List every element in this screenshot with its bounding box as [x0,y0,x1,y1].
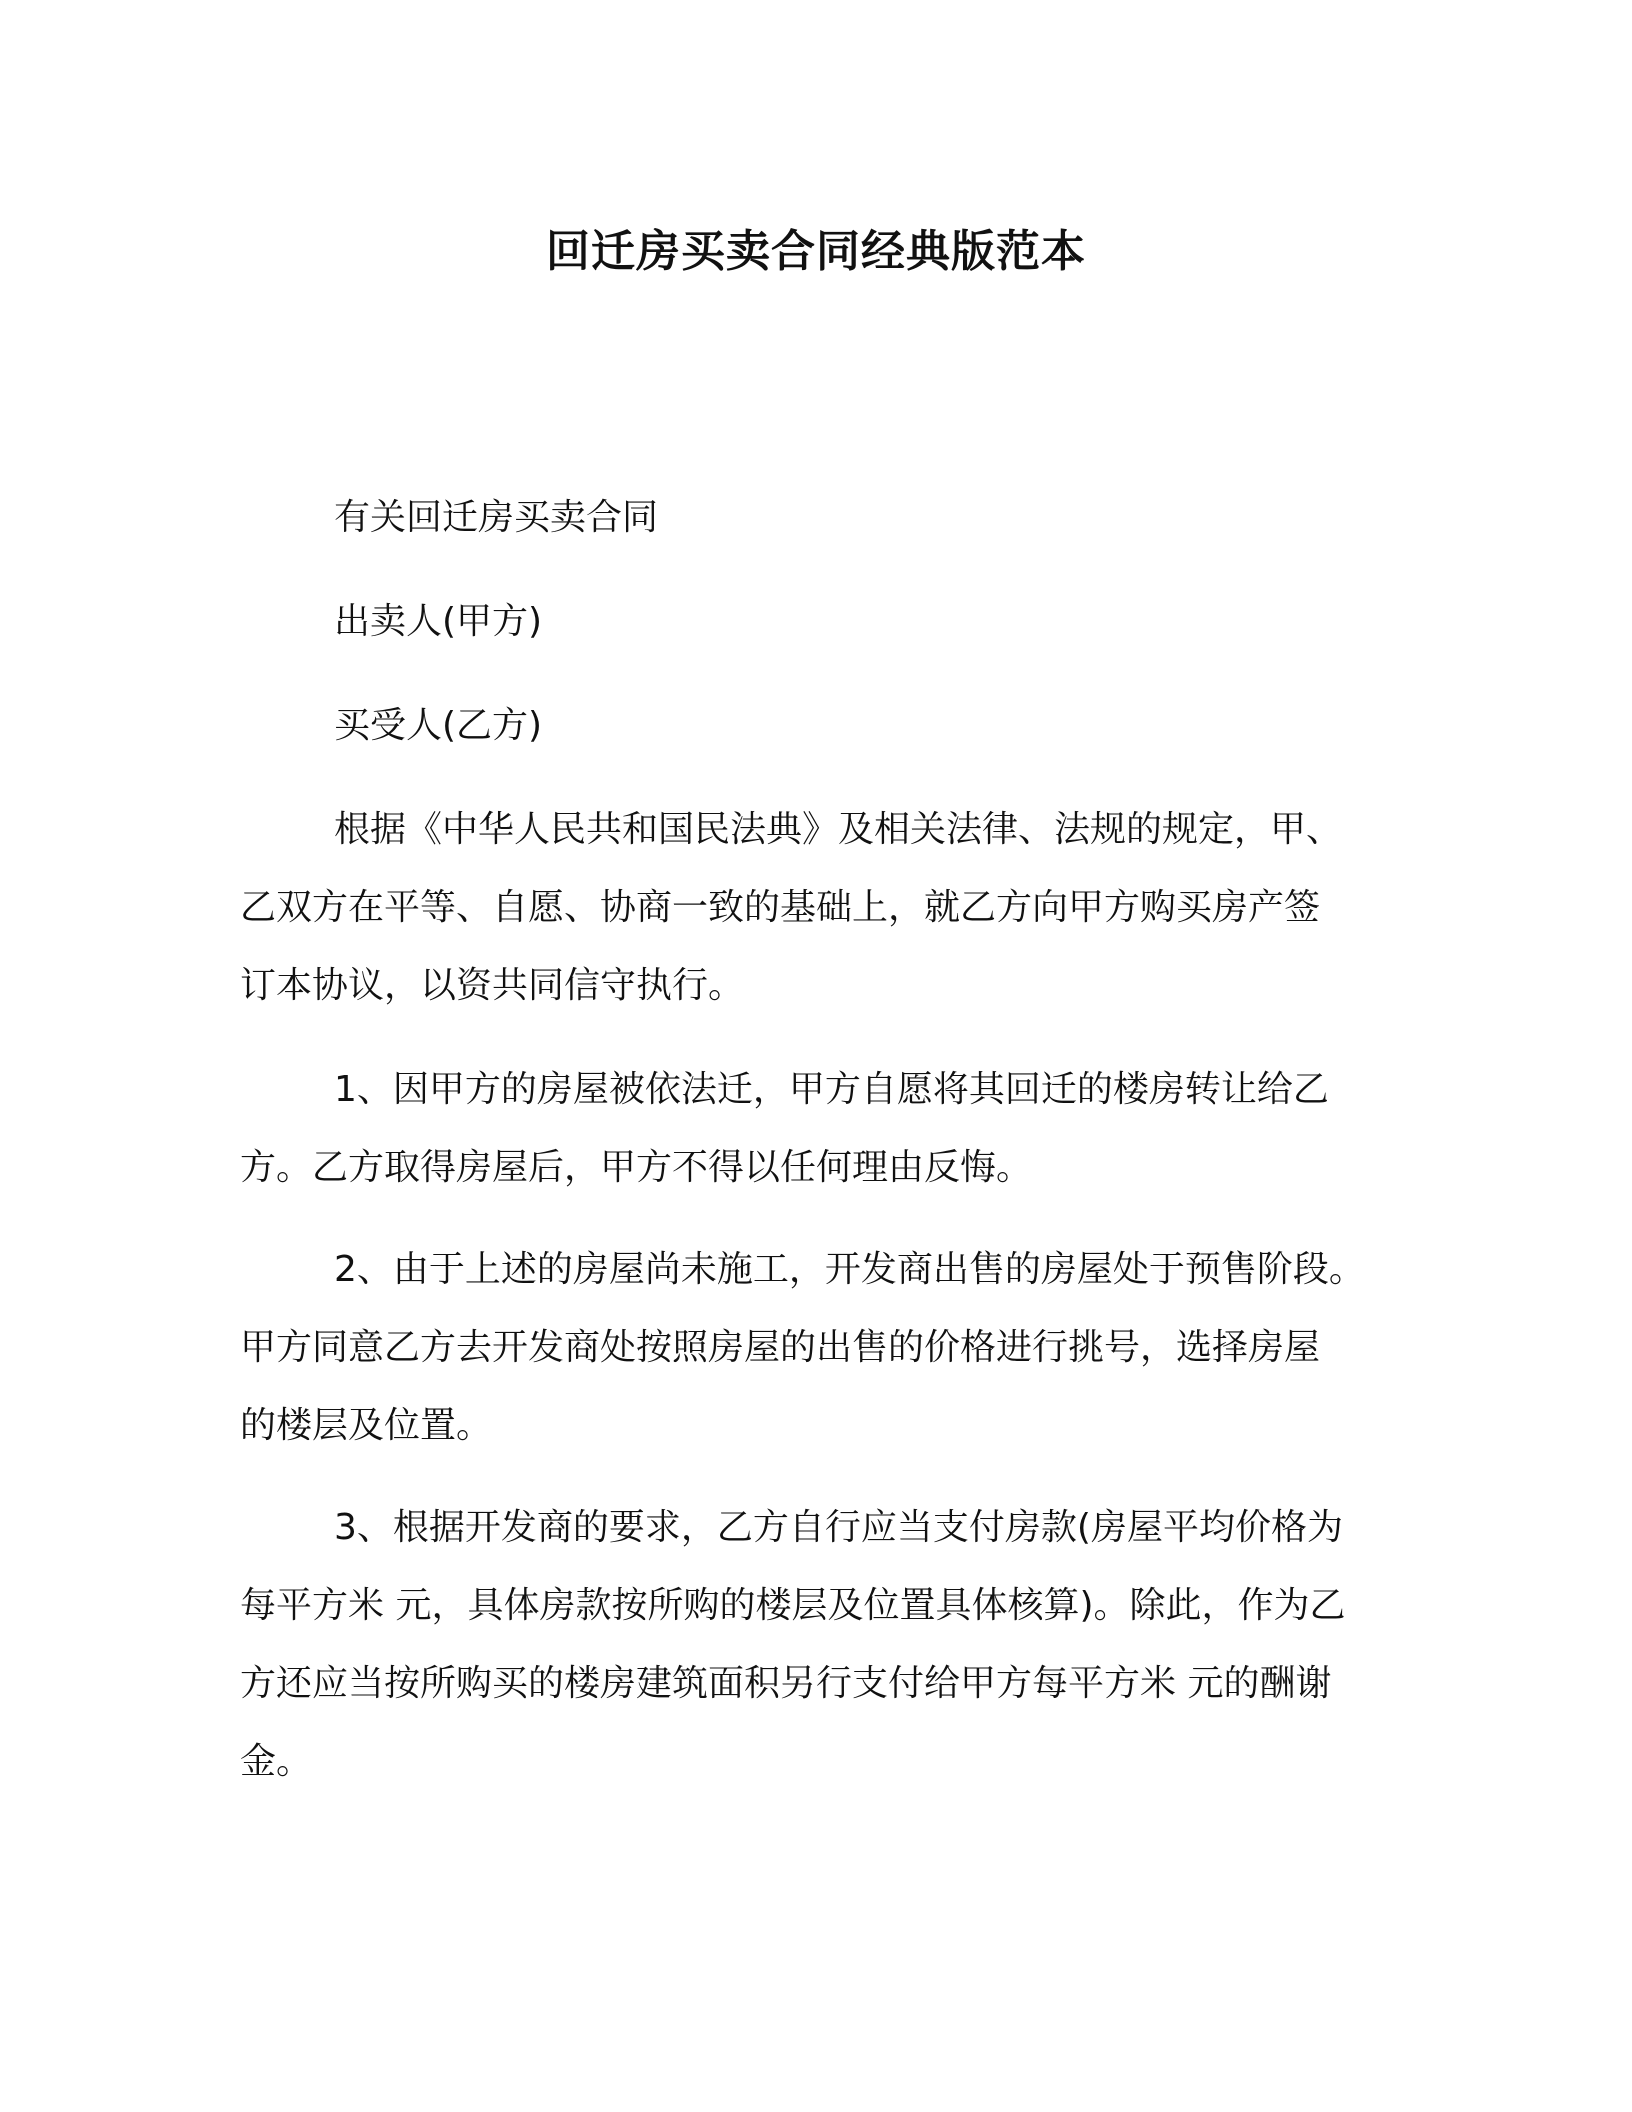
paragraph-line: 订本协议，以资共同信守执行。 [240,965,745,1006]
paragraph-line: 方还应当按所购买的楼房建筑面积另行支付给甲方每平方米 元的酬谢 [240,1663,1332,1704]
paragraph-clause-1 [240,1051,1380,1207]
paragraph-line: 2、由于上述的房屋尚未施工，开发商出售的房屋处于预售阶段。 [334,1249,1365,1290]
paragraph-line: 甲方同意乙方去开发商处按照房屋的出售的价格进行挑号，选择房屋 [240,1327,1321,1368]
paragraph-line: 的楼层及位置。 [240,1405,493,1446]
paragraph-line: 每平方米 元，具体房款按所购的楼层及位置具体核算)。除此，作为乙 [240,1585,1346,1626]
intro-line-seller: 出卖人(甲方) [334,601,543,642]
paragraph-clause-3 [240,1489,1380,1801]
paragraph-line: 3、根据开发商的要求，乙方自行应当支付房款(房屋平均价格为 [334,1507,1343,1548]
paragraph-line: 根据《中华人民共和国民法典》及相关法律、法规的规定，甲、 [334,809,1343,850]
paragraph-line: 1、因甲方的房屋被依法迁，甲方自愿将其回迁的楼房转让给乙 [334,1069,1329,1110]
paragraph-line: 方。乙方取得房屋后，甲方不得以任何理由反悔。 [240,1147,1033,1188]
paragraph-clause-2 [240,1231,1380,1465]
paragraph-line: 金。 [240,1741,313,1782]
paragraph-preamble [240,791,1380,1025]
intro-line-contract-name: 有关回迁房买卖合同 [334,497,659,538]
document-title: 回迁房买卖合同经典版范本 [546,226,1086,277]
intro-line-buyer: 买受人(乙方) [334,705,543,746]
paragraph-line: 乙双方在平等、自愿、协商一致的基础上，就乙方向甲方购买房产签 [240,887,1321,928]
